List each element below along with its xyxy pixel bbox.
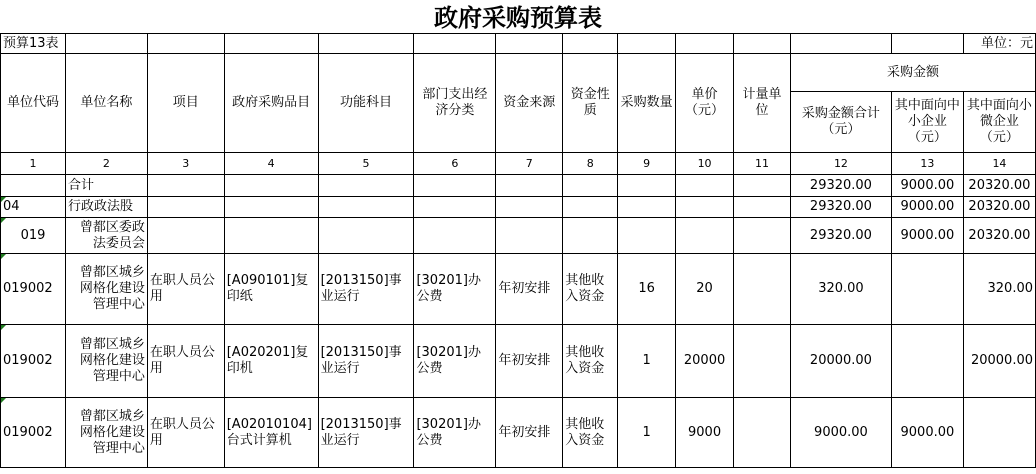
header-measure-unit[interactable]: 计量单位 [734,54,791,153]
index-row [1,153,1036,175]
cell-name[interactable]: 曾都区城乡网格化建设管理中心 [65,398,147,468]
cell-measure[interactable] [734,175,791,197]
cell-source[interactable]: 年初安排 [496,254,563,325]
table-row [1,175,1036,197]
header-row [1,54,1036,92]
cell-nature[interactable] [563,197,618,218]
cell-nature[interactable] [563,218,618,254]
cell-name[interactable]: 曾都区城乡网格化建设管理中心 [65,325,147,398]
cell-catalog[interactable]: [A020201]复印机 [224,325,318,398]
index-cell[interactable]: 9 [618,153,676,175]
cell-code[interactable]: 019002 [1,254,66,325]
cell-project[interactable] [147,218,224,254]
table-row [1,197,1036,218]
index-cell[interactable]: 1 [1,153,66,175]
budget-table [0,33,1036,468]
index-cell[interactable]: 11 [734,153,791,175]
cell-total[interactable]: 9000.00 [790,398,891,468]
header-catalog[interactable]: 政府采购品目 [224,54,318,153]
cell-sme[interactable] [891,325,963,398]
index-cell[interactable]: 5 [318,153,414,175]
cell-func[interactable] [318,197,414,218]
unit-label[interactable]: 单位：元 [963,34,1035,54]
cell-measure[interactable] [734,325,791,398]
cell-code[interactable] [1,175,66,197]
cell-total[interactable]: 29320.00 [790,197,891,218]
cell-qty[interactable] [618,197,676,218]
cell-project[interactable]: 在职人员公用 [147,325,224,398]
cell-price[interactable] [676,175,734,197]
cell-qty[interactable] [618,175,676,197]
index-cell[interactable]: 13 [891,153,963,175]
table-row [1,254,1036,325]
cell-econ[interactable] [414,218,496,254]
cell-source[interactable]: 年初安排 [496,325,563,398]
header-unit-name[interactable]: 单位名称 [65,54,147,153]
cell-source[interactable] [496,197,563,218]
cell-source[interactable] [496,175,563,197]
header-amount-micro[interactable]: 其中面向小微企业（元） [963,92,1035,153]
index-cell[interactable]: 2 [65,153,147,175]
cell-total[interactable]: 20000.00 [790,325,891,398]
cell-econ[interactable]: [30201]办公费 [414,254,496,325]
index-cell[interactable]: 12 [790,153,891,175]
cell-nature[interactable]: 其他收入资金 [563,398,618,468]
cell-econ[interactable] [414,175,496,197]
cell-project[interactable]: 在职人员公用 [147,254,224,325]
cell-micro[interactable]: 20320.00 [963,175,1035,197]
cell-code[interactable]: 019 [1,218,66,254]
cell-catalog[interactable]: [A02010104]台式计算机 [224,398,318,468]
cell-micro[interactable]: 20000.00 [963,325,1035,398]
cell-total[interactable]: 29320.00 [790,218,891,254]
cell-sme[interactable] [891,254,963,325]
index-cell[interactable]: 6 [414,153,496,175]
page-title: 政府采购预算表 [434,4,602,32]
cell-project[interactable] [147,197,224,218]
cell-sme[interactable]: 9000.00 [891,398,963,468]
cell-econ[interactable] [414,197,496,218]
cell-project[interactable]: 在职人员公用 [147,398,224,468]
header-quantity[interactable]: 采购数量 [618,54,676,153]
header-unit-price[interactable]: 单价（元） [676,54,734,153]
sheet-label-row [1,34,1036,54]
cell-qty[interactable]: 1 [618,325,676,398]
index-cell[interactable]: 7 [496,153,563,175]
cell-func[interactable]: [2013150]事业运行 [318,254,414,325]
cell-nature[interactable]: 其他收入资金 [563,325,618,398]
header-amount-total[interactable]: 采购金额合计（元） [790,92,891,153]
cell-source[interactable]: 年初安排 [496,398,563,468]
header-amount-sme[interactable]: 其中面向中小企业（元） [891,92,963,153]
cell-measure[interactable] [734,398,791,468]
cell-qty[interactable]: 16 [618,254,676,325]
cell-qty[interactable]: 1 [618,398,676,468]
cell-micro[interactable]: 320.00 [963,254,1035,325]
cell-code[interactable]: 019002 [1,398,66,468]
table-row [1,218,1036,254]
cell-total[interactable]: 29320.00 [790,175,891,197]
cell-total[interactable]: 320.00 [790,254,891,325]
cell-name[interactable]: 行政政法股 [65,197,147,218]
cell-nature[interactable]: 其他收入资金 [563,254,618,325]
header-project[interactable]: 项目 [147,54,224,153]
cell-sme[interactable]: 9000.00 [891,218,963,254]
cell-code[interactable]: 019002 [1,325,66,398]
cell-price[interactable] [676,197,734,218]
cell-catalog[interactable] [224,218,318,254]
cell-price[interactable]: 20000 [676,325,734,398]
index-cell[interactable]: 4 [224,153,318,175]
cell-measure[interactable] [734,197,791,218]
header-econ-class[interactable]: 部门支出经济分类 [414,54,496,153]
index-cell[interactable]: 8 [563,153,618,175]
header-amount-group[interactable]: 采购金额 [790,54,1035,92]
cell-catalog[interactable] [224,197,318,218]
cell-nature[interactable] [563,175,618,197]
cell-source[interactable] [496,218,563,254]
index-cell[interactable]: 10 [676,153,734,175]
cell-measure[interactable] [734,254,791,325]
cell-micro[interactable]: 20320.00 [963,197,1035,218]
cell-price[interactable]: 20 [676,254,734,325]
cell-func[interactable] [318,175,414,197]
cell-project[interactable] [147,175,224,197]
index-cell[interactable]: 3 [147,153,224,175]
header-fund-nature[interactable]: 资金性质 [563,54,618,153]
cell-sme[interactable]: 9000.00 [891,197,963,218]
header-fund-source[interactable]: 资金来源 [496,54,563,153]
cell-micro[interactable] [963,398,1035,468]
cell-price[interactable]: 9000 [676,398,734,468]
cell-price[interactable] [676,218,734,254]
cell-econ[interactable]: [30201]办公费 [414,398,496,468]
cell-name[interactable]: 合计 [65,175,147,197]
table-row [1,398,1036,468]
cell-func[interactable]: [2013150]事业运行 [318,325,414,398]
sheet-label[interactable]: 预算13表 [1,34,66,54]
cell-micro[interactable]: 20320.00 [963,218,1035,254]
header-function-subject[interactable]: 功能科目 [318,54,414,153]
index-cell[interactable]: 14 [963,153,1035,175]
cell-code[interactable]: 04 [1,197,66,218]
cell-catalog[interactable]: [A090101]复印纸 [224,254,318,325]
cell-name[interactable]: 曾都区城乡网格化建设管理中心 [65,254,147,325]
cell-econ[interactable]: [30201]办公费 [414,325,496,398]
cell-name[interactable]: 曾都区委政法委员会 [65,218,147,254]
cell-qty[interactable] [618,218,676,254]
cell-sme[interactable]: 9000.00 [891,175,963,197]
cell-func[interactable] [318,218,414,254]
cell-catalog[interactable] [224,175,318,197]
cell-func[interactable]: [2013150]事业运行 [318,398,414,468]
table-row [1,325,1036,398]
cell-measure[interactable] [734,218,791,254]
header-unit-code[interactable]: 单位代码 [1,54,66,153]
